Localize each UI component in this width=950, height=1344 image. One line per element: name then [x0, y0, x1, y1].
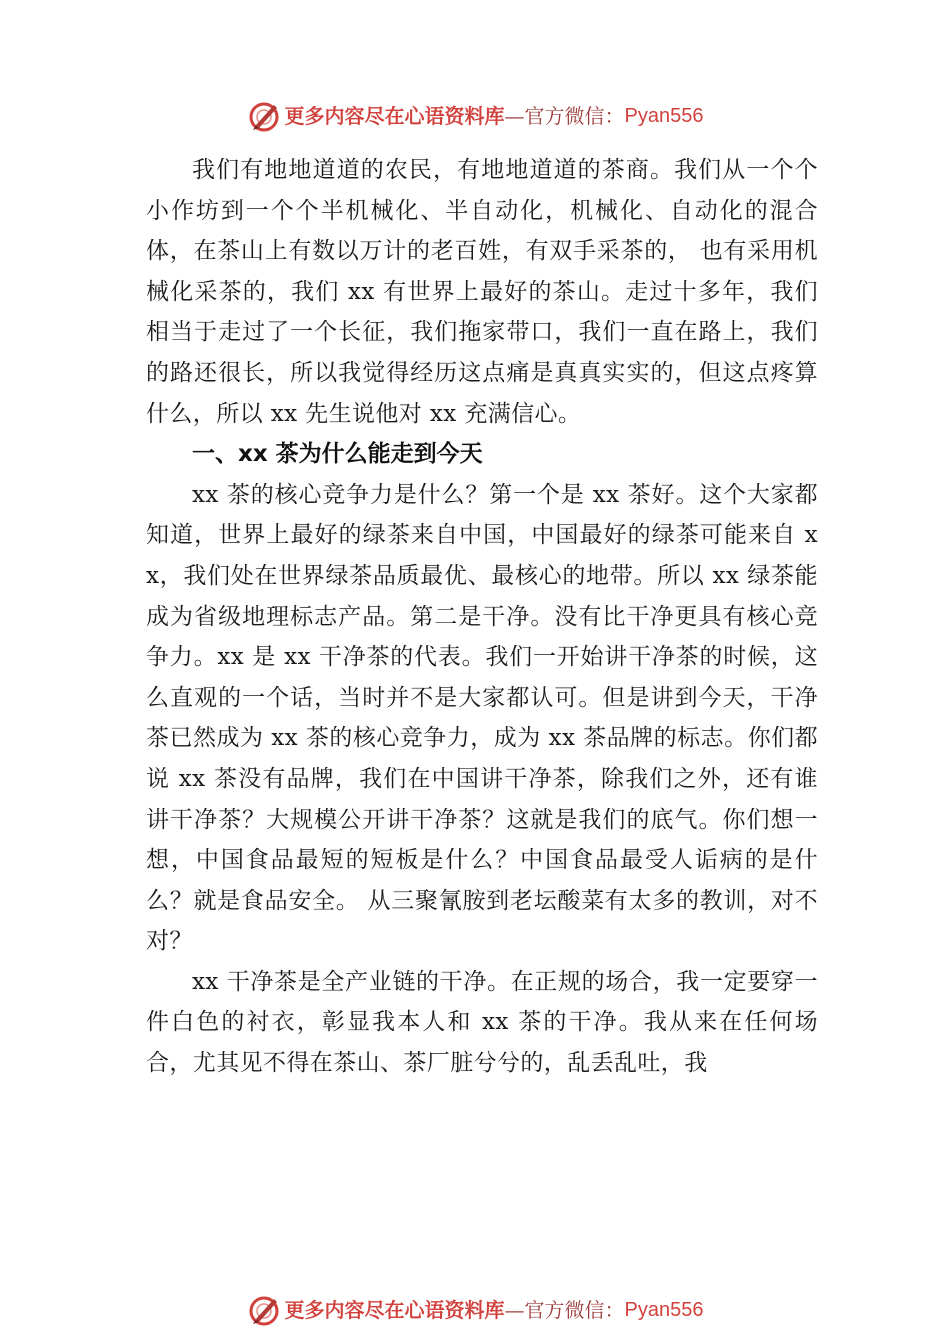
paragraph-2: xx 茶的核心竞争力是什么？第一个是 xx 茶好。这个大家都知道，世界上最好的绿茶来自中国，中国最好的绿茶可能来自 xx，我们处在世界绿茶品质最优、最核心的地带。所以 xx 绿茶能成为省级地理标志产品。第二是干净。没有比干净更具有核心竞争力。xx 是 xx 干净茶的代表。我们一开始讲干净茶的时候，这么直观的一个话，当时并不是大家都认可。但是讲到今天，干净茶已然成为 xx 茶的核心竞争力，成为 xx 茶品牌的标志。你们都说 xx 茶没有品牌，我们在中国讲干净茶，除我们之外，还有谁讲干净茶？大规模公开讲干净茶？这就是我们的底气。你们想一想，中国食品最短的短板是什么？中国食品最受人诟病的是什么？就是食品安全。 从三聚氰胺到老坛酸菜有太多的教训，对不对？ [146, 481, 818, 955]
banner-wechat-label: —官方微信： [504, 1298, 625, 1322]
footer-banner [0, 1290, 950, 1330]
banner-wechat-id: Pyan556 [624, 105, 704, 127]
banner-site-name: 更多内容尽在心语资料库 [284, 1298, 505, 1322]
paragraph-3: xx 干净茶是全产业链的干净。在正规的场合，我一定要穿一件白色的衬衣，彰显我本人和 xx 茶的干净。我从来在任何场合，尤其见不得在茶山、茶厂脏兮兮的，乱丢乱吐，我 [146, 968, 818, 1077]
banner-wechat-label: —官方微信： [504, 104, 625, 128]
banner-wechat-id: Pyan556 [624, 1299, 704, 1321]
paragraph-1: 我们有地地道道的农民，有地地道道的茶商。我们从一个个小作坊到一个个半机械化、半自动化，机械化、自动化的混合体，在茶山上有数以万计的老百姓，有双手采茶的， 也有采用机械化采茶的，我们 xx 有世界上最好的茶山。走过十多年，我们相当于走过了一个长征，我们拖家带口，我们一直在路上，我们的路还很长，所以我觉得经历这点痛是真真实实的，但这点疼算什么，所以 xx 先生说他对 xx 充满信心。 [146, 157, 818, 427]
header-banner [0, 96, 950, 136]
pen-in-circle-icon [247, 1293, 281, 1327]
pen-in-circle-icon [247, 99, 281, 133]
document-body [146, 150, 818, 1084]
section-heading-1: 一、xx 茶为什么能走到今天 [192, 441, 483, 468]
banner-site-name: 更多内容尽在心语资料库 [284, 104, 505, 128]
